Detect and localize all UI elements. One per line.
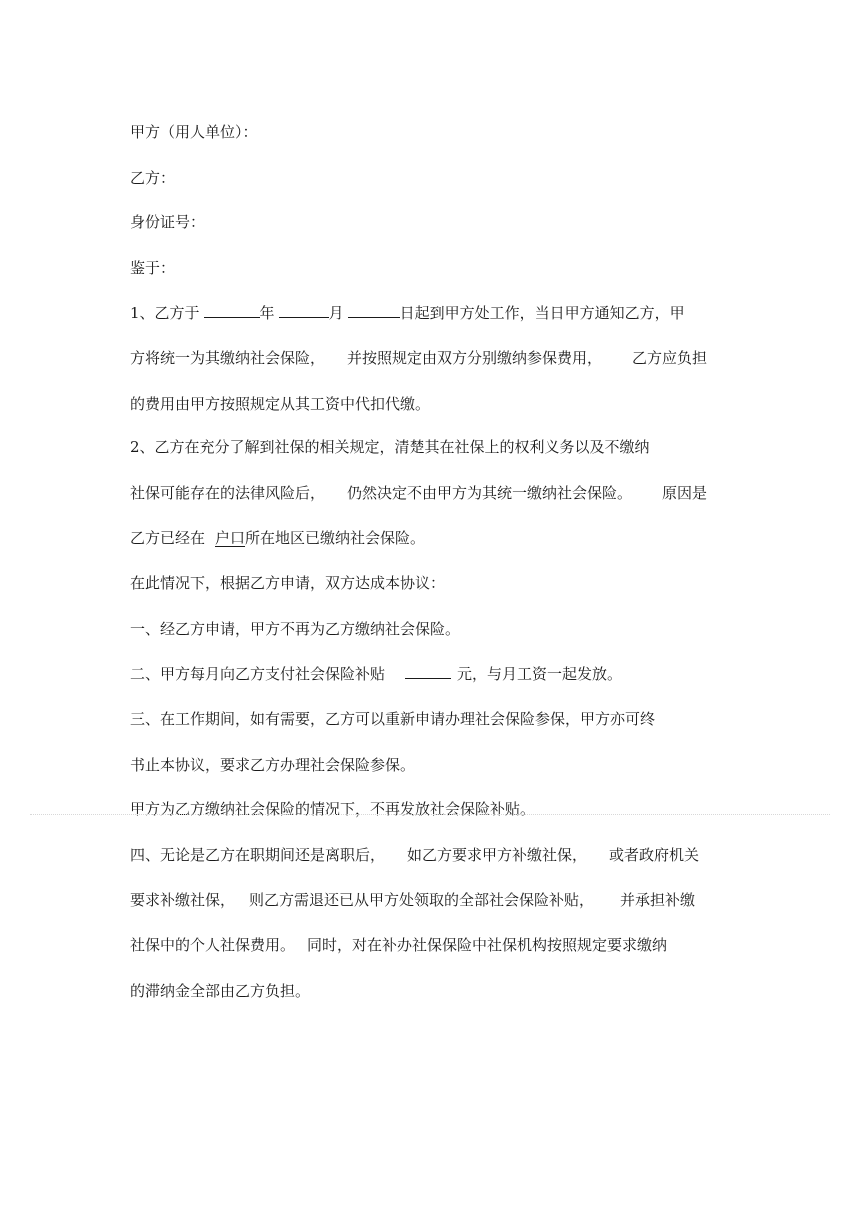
clause1-line2 (130, 348, 707, 368)
hukou-filled-blank: 户口 (215, 529, 246, 547)
month-label: 月 (328, 304, 344, 322)
item4-line4: 的滞纳金全部由乙方负担。 (130, 982, 311, 1000)
item4-l1-c: 或者政府机关 (609, 846, 700, 864)
item3-line1: 三、在工作期间，如有需要，乙方可以重新申请办理社会保险参保，甲方亦可终 (130, 710, 656, 728)
clause2-l2-c: 原因是 (662, 484, 708, 502)
item1-line: 一、经乙方申请，甲方不再为乙方缴纳社会保险。 (130, 620, 461, 638)
preamble-line: 在此情况下，根据乙方申请，双方达成本协议： (130, 574, 446, 592)
item4-l1-b: 如乙方要求甲方补缴社保， (407, 846, 588, 864)
item4-line2 (130, 890, 695, 910)
id-number-line: 身份证号： (130, 213, 206, 231)
party-b-line: 乙方： (130, 169, 176, 187)
item4-l2-a: 要求补缴社保， (130, 891, 236, 909)
clause2-line2 (130, 483, 707, 503)
item4-l3-a: 社保中的个人社保费用。 (130, 936, 296, 954)
page-divider (30, 814, 830, 815)
clause1-day-rest: 日起到甲方处工作，当日甲方通知乙方，甲 (399, 304, 685, 322)
item3-line2: 书止本协议，要求乙方办理社会保险参保。 (130, 756, 416, 774)
clause2-l2-b: 仍然决定不由甲方为其统一缴纳社会保险。 (347, 484, 633, 502)
clause1-line3: 的费用由甲方按照规定从其工资中代扣代缴。 (130, 395, 431, 413)
item4-l3-b: 同时，对在补办社保保险中社保机构按照规定要求缴纳 (307, 936, 668, 954)
item2-a: 二、甲方每月向乙方支付社会保险补贴 (130, 665, 386, 683)
clause2-line3 (130, 528, 425, 548)
clause1-line1 (130, 302, 685, 323)
item4-l2-c: 并承担补缴 (620, 891, 696, 909)
day-blank (348, 302, 400, 318)
month-blank (279, 302, 329, 318)
party-a-line: 甲方（用人单位）： (130, 123, 258, 141)
item4-l2-b: 则乙方需退还已从甲方处领取的全部社会保险补贴， (249, 891, 595, 909)
clause1-l2-c: 乙方应负担 (632, 349, 708, 367)
item3-line3: 甲方为乙方缴纳社会保险的情况下，不再发放社会保险补贴。 (130, 800, 536, 818)
clause2-l3-b: 所在地区已缴纳社会保险。 (245, 529, 426, 547)
clause1-l2-b: 并按照规定由双方分别缴纳参保费用， (347, 349, 603, 367)
item2-line (130, 663, 622, 684)
item4-line1 (130, 845, 699, 865)
whereas-line: 鉴于： (130, 259, 176, 277)
year-label: 年 (259, 304, 275, 322)
item4-line3 (130, 935, 667, 955)
item4-l1-a: 四、无论是乙方在职期间还是离职后， (130, 846, 386, 864)
subsidy-amount-blank (405, 663, 451, 679)
clause2-l3-a: 乙方已经在 (130, 529, 206, 547)
clause2-line1: 2、乙方在充分了解到社保的相关规定，清楚其在社保上的权利义务以及不缴纳 (130, 438, 650, 456)
clause1-l2-a: 方将统一为其缴纳社会保险， (130, 349, 326, 367)
clause2-l2-a: 社保可能存在的法律风险后， (130, 484, 326, 502)
clause1-intro: 1、乙方于 (130, 304, 200, 322)
item2-b: 元，与月工资一起发放。 (457, 665, 623, 683)
year-blank (204, 302, 260, 318)
